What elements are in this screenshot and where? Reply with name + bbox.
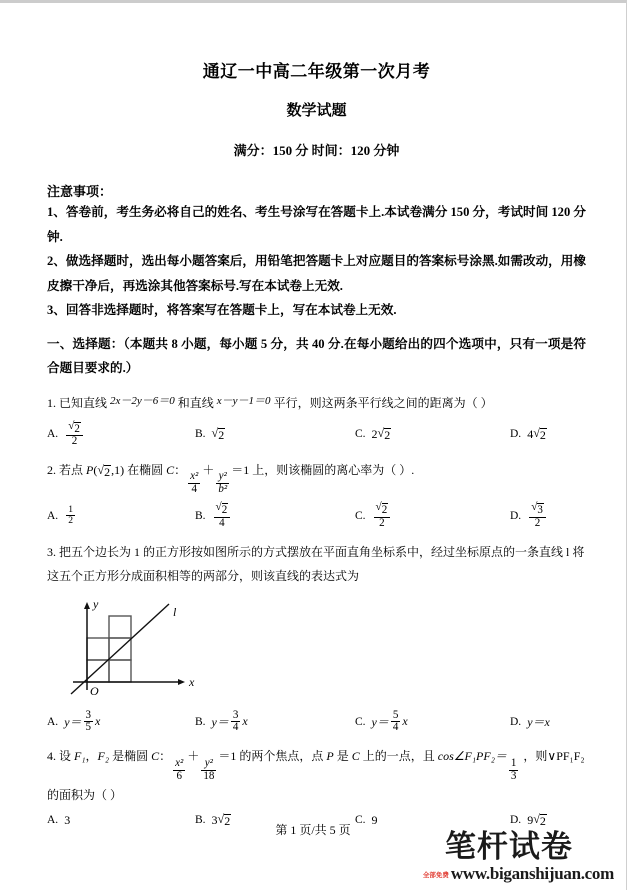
page-content [0,3,626,828]
question-4-cos-fraction: $\frac{1}{3}$ [510,756,517,782]
watermark-url: www.biganshijuan.com [450,864,614,883]
question-1-number: 1. [47,395,56,410]
option-label: D. [510,715,522,728]
x-axis-arrow [178,679,185,685]
question-4-stem-a: 设 [59,749,72,764]
option-value: √ 2 [533,425,546,442]
question-3-figure [59,594,586,704]
option-label: A. [47,509,59,522]
line-l-label: l [173,604,177,619]
plus-sign: ＋ [187,749,200,764]
question-4-fraction-1: $\frac{\text{x²}}{6}$ [175,756,184,782]
notice-heading: 注意事项： [47,184,113,199]
exam-subtitle: 数学试题 [286,103,347,119]
option-label: A. [47,715,59,728]
question-4-curve: C [151,749,160,764]
unit-squares [87,616,131,682]
question-2-point: P [86,463,94,478]
question-4-focus-2: F₂ [97,749,110,764]
option-value: √ 2 2 [374,502,391,529]
question-1-option-b[interactable] [195,421,355,448]
paren-close: ) [120,463,125,478]
comma: ， [85,749,98,764]
question-2-option-a[interactable] [47,502,195,529]
question-3-number: 3. [47,544,56,559]
question-1-stem-a: 已知直线 [59,395,108,410]
option-coefficient: 2 [371,426,378,441]
coordinate-squares-diagram [59,594,234,699]
exam-meta: 满分：150 分 时间：120 分钟 [233,143,400,158]
question-2-fraction-1: $\frac{\text{x²}}{4}$ [190,470,199,496]
x-axis-label: x [189,674,195,689]
question-4-stem-b: 是椭圆 [112,749,149,764]
watermark [422,829,614,883]
question-1-options [47,421,586,448]
question-2-point-arg2: ,1 [111,463,121,478]
colon: ： [174,463,187,478]
exam-title: 通辽一中高二年级第一次月考 [202,62,431,81]
question-3-option-a[interactable] [47,710,195,735]
question-4-stem-f: ，则∨PF₁F₂ 的面积为（ ） [47,749,585,802]
option-value: $\frac{3}{5}$ [85,708,92,734]
question-1-option-d[interactable] [510,421,547,448]
question-1-option-a[interactable] [47,421,195,448]
option-label: D. [510,428,522,441]
question-3-option-d[interactable] [510,710,550,735]
option-label: B. [195,509,206,522]
option-label: C. [355,509,366,522]
option-label: C. [355,428,366,441]
option-value: √ 2 [377,425,391,442]
question-3 [47,540,586,588]
colon: ： [159,749,172,764]
question-1-equation-1: 2x－2y－6＝0 [110,394,175,407]
question-2-curve: C [166,463,175,478]
option-lhs: y＝ [211,715,229,730]
question-3-stem: 把五个边长为 1 的正方形按如图所示的方式摆放在平面直角坐标系中，经过坐标原点的一条直线 l 将这五个正方形分成面积相等的两部分，则该直线的表达式为 [47,544,585,583]
question-4-stem-c: 的两个焦点，点 [239,749,324,764]
notice-item-2: 2、做选择题时，选出每小题答案后，用铅笔把答题卡上对应题目的答案标号涂黑.如需改动，用橡皮擦干净后，再选涂其他答案标号.写在本试卷上无效. [47,254,586,293]
option-label: B. [195,428,206,441]
watermark-free-tag: 全部免费 [422,871,449,879]
option-value: 3 [64,812,71,827]
y-axis-label: y [93,596,99,611]
option-value: $\frac{5}{4}$ [392,708,399,734]
question-2-fraction-2: $\frac{\text{y²}}{\text{b²}}$ [218,470,228,496]
option-label: D. [510,814,522,827]
option-value: √ 3 2 [529,502,546,529]
notice-item-3: 3、回答非选择题时，将答案写在答题卡上，写在本试卷上无效. [47,303,397,318]
origin-label: O [90,683,99,698]
question-2 [47,458,586,496]
line-l [71,604,169,694]
question-1 [47,391,586,415]
option-var: x [242,714,248,729]
watermark-url-row [423,865,614,882]
option-coefficient: 9 [527,812,534,827]
page-footer: 第 1 页/共 5 页 [275,823,351,837]
watermark-brand: 笔杆试卷 [444,829,573,865]
y-axis-arrow [84,602,90,609]
question-2-option-d[interactable] [510,502,548,529]
option-label: A. [47,428,59,441]
option-value: $\frac{1}{2}$ [68,504,73,527]
question-3-options [47,710,586,735]
option-value: 9 [371,812,378,827]
option-label: A. [47,814,59,827]
option-var: x [402,714,408,729]
option-value: √ 2 4 [214,502,231,529]
question-2-stem-a: 若点 [59,463,84,478]
question-4-cos-expression: cos∠F₁PF₂＝ [437,749,507,764]
question-1-stem-b: 和直线 [177,395,214,410]
question-2-equals: ＝1 [231,463,250,478]
option-label: C. [355,814,366,827]
option-value: √ 2 [533,811,546,828]
option-value: √ 2 [211,425,225,442]
question-1-option-c[interactable] [355,421,510,448]
question-4-focus-1: F₁ [74,749,86,764]
question-4-number: 4. [47,749,56,764]
question-2-stem-b: 在椭圆 [127,463,164,478]
question-1-stem-c: 平行，则这两条平行线之间的距离为（ ） [273,395,493,410]
option-label: B. [195,715,206,728]
question-1-equation-2: x－y－1＝0 [216,394,271,407]
option-var: x [95,714,101,729]
option-label: C. [355,715,366,728]
question-4-curve-c: C [351,749,360,764]
question-4-equals: ＝1 [218,749,237,764]
option-lhs: y＝ [371,715,389,730]
question-4-stem-d: 是 [336,749,349,764]
option-label: D. [510,509,522,522]
paren-open: ( [93,463,98,478]
question-4 [47,744,586,806]
option-coefficient: 3 [211,812,218,827]
option-value: y＝x [527,715,550,730]
question-4-point-p: P [326,749,334,764]
notice-item-1: 1、答卷前，考生务必将自己的姓名、考生号涂写在答题卡上.本试卷满分 150 分，考试时间 120 分钟. [47,205,586,244]
plus-sign: ＋ [202,463,215,478]
option-value: $\frac{3}{4}$ [232,708,239,734]
question-2-option-c[interactable] [355,502,510,529]
question-4-stem-e: 上的一点，且 [362,749,435,764]
option-label: B. [195,814,206,827]
question-2-option-b[interactable] [195,502,355,529]
question-2-point-arg1: √ 2 [97,463,111,480]
option-lhs: y＝ [64,715,82,730]
question-4-fraction-2: $\frac{\text{y²}}{18}$ [203,756,215,782]
question-2-options [47,502,586,529]
question-2-number: 2. [47,463,56,478]
option-value: √ 2 [217,811,231,828]
question-2-stem-c: 上，则该椭圆的离心率为（ ）. [252,463,415,478]
option-value: √ 2 2 [66,421,83,448]
question-3-option-b[interactable] [195,710,355,735]
option-coefficient: 4 [527,426,534,441]
question-3-option-c[interactable] [355,710,510,735]
section-heading-choice: 一、选择题：（本题共 8 小题，每小题 5 分，共 40 分.在每小题给出的四个选项中，只有一项是符合题目要求的.） [47,336,586,376]
